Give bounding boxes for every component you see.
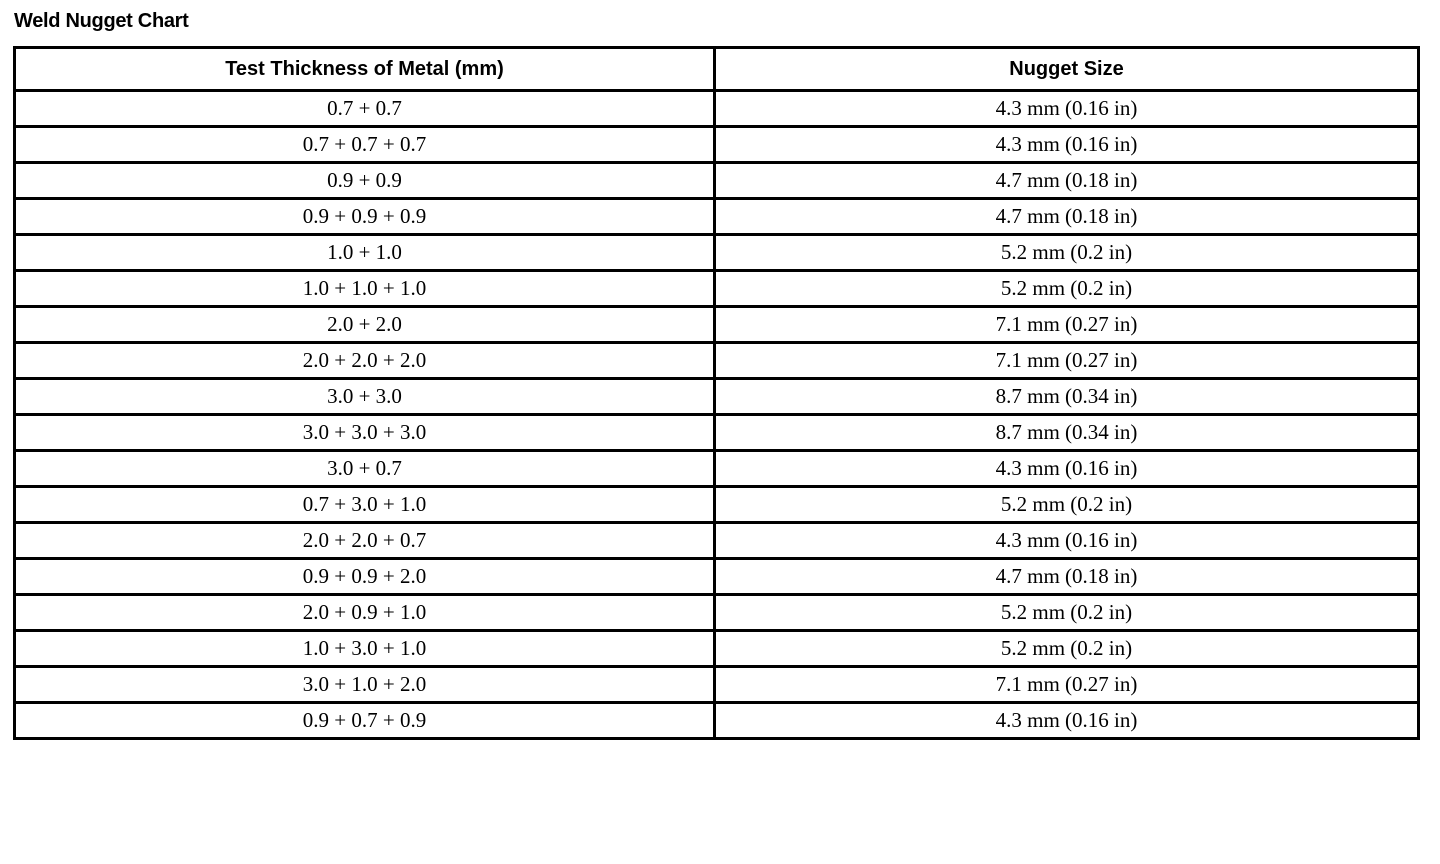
- thickness-cell: 1.0 + 1.0: [15, 235, 715, 271]
- nugget-size-cell: 8.7 mm (0.34 in): [715, 379, 1419, 415]
- table-row: [15, 595, 1419, 631]
- table-row: [15, 667, 1419, 703]
- table-row: [15, 235, 1419, 271]
- table-row: [15, 451, 1419, 487]
- table-header-row: [15, 48, 1419, 91]
- nugget-size-cell: 5.2 mm (0.2 in): [715, 487, 1419, 523]
- table-row: [15, 271, 1419, 307]
- thickness-cell: 2.0 + 2.0 + 2.0: [15, 343, 715, 379]
- thickness-cell: 3.0 + 3.0: [15, 379, 715, 415]
- thickness-cell: 3.0 + 3.0 + 3.0: [15, 415, 715, 451]
- thickness-cell: 2.0 + 0.9 + 1.0: [15, 595, 715, 631]
- nugget-size-cell: 4.3 mm (0.16 in): [715, 703, 1419, 739]
- nugget-size-cell: 5.2 mm (0.2 in): [715, 595, 1419, 631]
- table-row: [15, 127, 1419, 163]
- header-test-thickness: Test Thickness of Metal (mm): [15, 48, 715, 91]
- header-nugget-size: Nugget Size: [715, 48, 1419, 91]
- nugget-size-cell: 7.1 mm (0.27 in): [715, 343, 1419, 379]
- table-row: [15, 559, 1419, 595]
- table-row: [15, 487, 1419, 523]
- nugget-size-cell: 5.2 mm (0.2 in): [715, 235, 1419, 271]
- weld-nugget-table: [13, 46, 1420, 740]
- nugget-size-cell: 5.2 mm (0.2 in): [715, 271, 1419, 307]
- table-row: [15, 307, 1419, 343]
- nugget-size-cell: 5.2 mm (0.2 in): [715, 631, 1419, 667]
- table-row: [15, 631, 1419, 667]
- thickness-cell: 2.0 + 2.0: [15, 307, 715, 343]
- nugget-size-cell: 4.7 mm (0.18 in): [715, 199, 1419, 235]
- thickness-cell: 0.9 + 0.7 + 0.9: [15, 703, 715, 739]
- nugget-size-cell: 4.3 mm (0.16 in): [715, 91, 1419, 127]
- thickness-cell: 0.7 + 3.0 + 1.0: [15, 487, 715, 523]
- nugget-size-cell: 4.3 mm (0.16 in): [715, 127, 1419, 163]
- table-row: [15, 379, 1419, 415]
- nugget-size-cell: 4.3 mm (0.16 in): [715, 523, 1419, 559]
- thickness-cell: 2.0 + 2.0 + 0.7: [15, 523, 715, 559]
- nugget-size-cell: 7.1 mm (0.27 in): [715, 307, 1419, 343]
- page-title: Weld Nugget Chart: [14, 10, 189, 32]
- thickness-cell: 0.7 + 0.7 + 0.7: [15, 127, 715, 163]
- nugget-size-cell: 4.3 mm (0.16 in): [715, 451, 1419, 487]
- nugget-size-cell: 8.7 mm (0.34 in): [715, 415, 1419, 451]
- table-row: [15, 91, 1419, 127]
- thickness-cell: 0.9 + 0.9 + 0.9: [15, 199, 715, 235]
- thickness-cell: 3.0 + 0.7: [15, 451, 715, 487]
- thickness-cell: 0.7 + 0.7: [15, 91, 715, 127]
- nugget-size-cell: 7.1 mm (0.27 in): [715, 667, 1419, 703]
- table-body: [15, 91, 1419, 739]
- thickness-cell: 0.9 + 0.9: [15, 163, 715, 199]
- table-row: [15, 199, 1419, 235]
- thickness-cell: 1.0 + 3.0 + 1.0: [15, 631, 715, 667]
- thickness-cell: 0.9 + 0.9 + 2.0: [15, 559, 715, 595]
- table-row: [15, 703, 1419, 739]
- table-row: [15, 415, 1419, 451]
- nugget-size-cell: 4.7 mm (0.18 in): [715, 559, 1419, 595]
- thickness-cell: 1.0 + 1.0 + 1.0: [15, 271, 715, 307]
- table-row: [15, 343, 1419, 379]
- thickness-cell: 3.0 + 1.0 + 2.0: [15, 667, 715, 703]
- table-row: [15, 523, 1419, 559]
- nugget-size-cell: 4.7 mm (0.18 in): [715, 163, 1419, 199]
- table-row: [15, 163, 1419, 199]
